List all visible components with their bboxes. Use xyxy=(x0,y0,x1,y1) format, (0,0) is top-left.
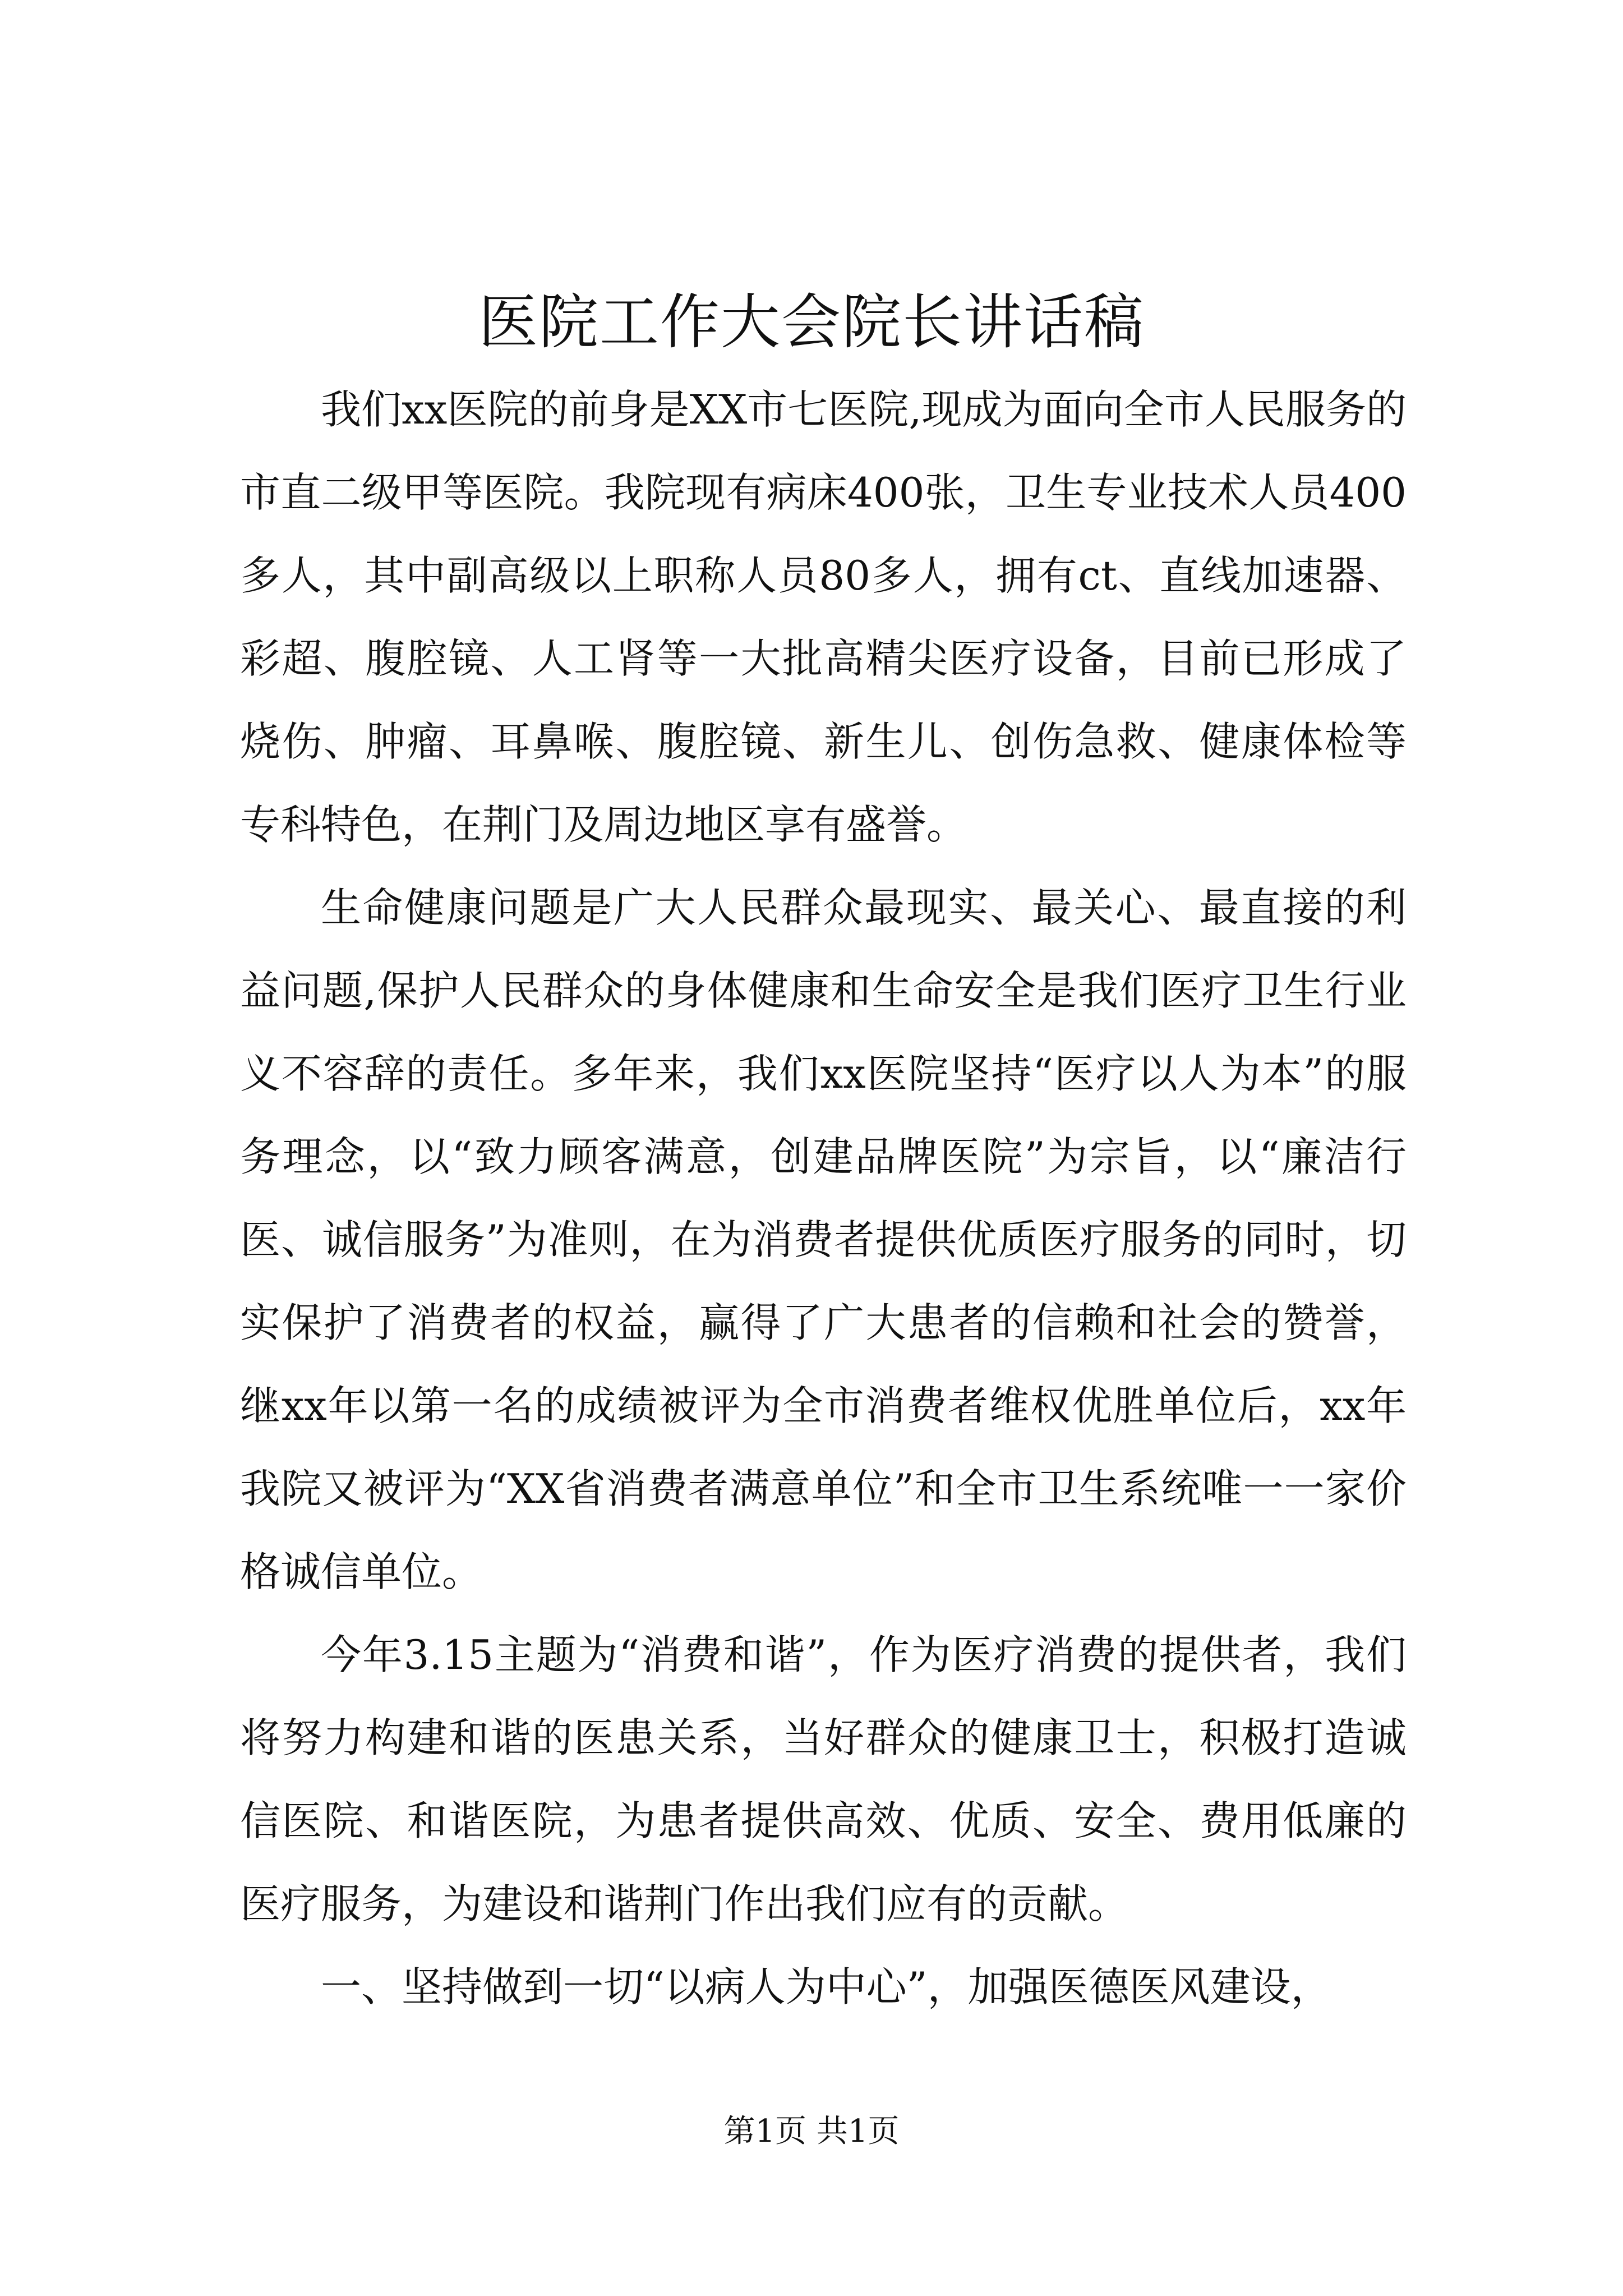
document-body xyxy=(240,368,1407,2028)
paragraph-2: 生命健康问题是广大人民群众最现实、最关心、最直接的利益问题,保护人民群众的身体健康和生命安全是我们医疗卫生行业义不容辞的责任。多年来，我们xx医院坚持“医疗以人为本”的服务理念，以“致力顾客满意，创建品牌医院”为宗旨，以“廉洁行医、诚信服务”为准则，在为消费者提供优质医疗服务的同时，切实保护了消费者的权益，赢得了广大患者的信赖和社会的赞誉，继xx年以第一名的成绩被评为全市消费者维权优胜单位后，xx年我院又被评为“XX省消费者满意单位”和全市卫生系统唯一一家价格诚信单位。 xyxy=(240,884,1407,1595)
document-title: 医院工作大会院长讲话稿 xyxy=(478,288,1145,357)
page-number-label: 第1页 共1页 xyxy=(723,2113,900,2150)
paragraph-3: 今年3.15主题为“消费和谐”，作为医疗消费的提供者，我们将努力构建和谐的医患关系，当好群众的健康卫士，积极打造诚信医院、和谐医院，为患者提供高效、优质、安全、费用低廉的医疗服务，为建设和谐荆门作出我们应有的贡献。 xyxy=(240,1631,1407,1927)
page-footer xyxy=(0,2109,1623,2154)
paragraph-1: 我们xx医院的前身是XX市七医院,现成为面向全市人民服务的市直二级甲等医院。我院现有病床400张，卫生专业技术人员400多人，其中副高级以上职称人员80多人，拥有ct、直线加速器、彩超、腹腔镜、人工肾等一大批高精尖医疗设备，目前已形成了烧伤、肿瘤、耳鼻喉、腹腔镜、新生儿、创伤急救、健康体检等专科特色，在荆门及周边地区享有盛誉。 xyxy=(240,386,1407,848)
paragraph-4: 一、坚持做到一切“以病人为中心”，加强医德医风建设， xyxy=(321,1963,1331,2010)
